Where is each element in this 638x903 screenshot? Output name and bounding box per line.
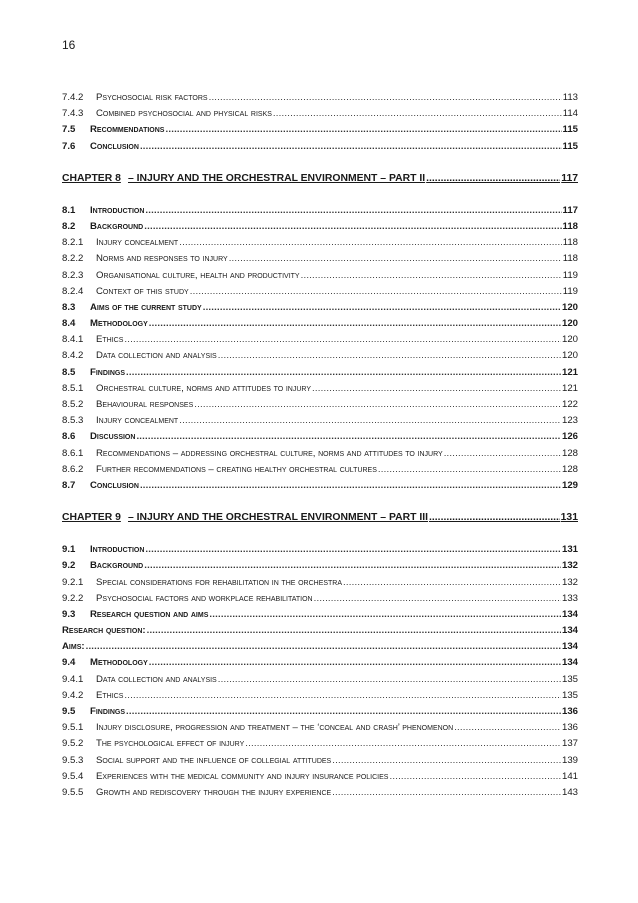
section-title: Growth and rediscovery through the injury experience [96, 786, 332, 798]
page-ref: 134 [561, 657, 578, 669]
section-number: 7.4.3 [62, 108, 84, 120]
page-ref: 135 [561, 673, 578, 685]
toc-entry[interactable] [62, 237, 578, 253]
section-number: 9.5.4 [62, 770, 84, 782]
section-number: 7.4.2 [62, 92, 84, 103]
section-title: Ethics [96, 334, 124, 346]
section-title: Experiences with the medical community and injury insurance policies [96, 770, 389, 782]
section-number: 9.5.1 [62, 722, 84, 734]
section-number: 8.1 [62, 204, 76, 216]
dot-leader [190, 286, 562, 297]
toc-entry[interactable] [62, 221, 578, 237]
section-title: Recommendations – addressing orchestral culture, norms and attitudes to injury [96, 447, 443, 459]
toc-entry[interactable] [62, 560, 578, 576]
page-ref: 132 [561, 560, 578, 572]
toc-entry[interactable] [62, 124, 578, 140]
toc-entry[interactable] [62, 399, 578, 415]
section-number: 9.2 [62, 560, 76, 572]
section-title: Discussion [90, 431, 136, 443]
section-number: 8.2.3 [62, 269, 84, 281]
section-title: Social support and the influence of collegial attitudes [96, 754, 332, 766]
toc-entry[interactable] [62, 350, 578, 366]
toc-entry[interactable] [62, 593, 578, 609]
page-ref: 115 [562, 124, 578, 136]
dot-leader [136, 431, 561, 442]
dot-leader [454, 722, 561, 733]
page-ref: 128 [561, 463, 578, 475]
toc-entry[interactable] [62, 431, 578, 447]
toc-entry[interactable] [62, 205, 578, 221]
dot-leader [149, 657, 561, 668]
page-ref: 141 [561, 770, 578, 782]
spacer [62, 157, 578, 173]
dot-leader [124, 334, 561, 345]
section-title: Further recommendations – creating healthy orchestral cultures [96, 463, 377, 475]
dot-leader [203, 302, 561, 313]
spacer [62, 496, 578, 512]
dot-leader [165, 124, 561, 135]
dot-leader [209, 609, 561, 620]
section-title: Methodology [90, 657, 148, 669]
dot-leader [429, 512, 560, 523]
section-title: Combined psychosocial and physical risks [96, 108, 272, 120]
section-title: Special considerations for rehabilitation in the orchestra [96, 576, 343, 588]
dot-leader [149, 318, 561, 329]
page-ref: 137 [561, 738, 578, 750]
dot-leader [343, 577, 561, 588]
section-number: 9.2.2 [62, 592, 84, 604]
page-ref: 120 [561, 301, 578, 313]
dot-leader [426, 173, 560, 184]
dot-leader [209, 92, 562, 103]
section-number: 9.4.2 [62, 689, 84, 701]
section-number: 9.5.3 [62, 754, 84, 766]
toc-entry[interactable] [62, 286, 578, 302]
section-title: Aims of the current study [90, 301, 202, 313]
page-ref: 126 [561, 431, 578, 443]
section-title: Findings [90, 366, 126, 378]
page-ref: 134 [561, 625, 578, 637]
toc-entry[interactable] [62, 544, 578, 560]
page-ref: 118 [562, 237, 578, 249]
page-ref: 117 [561, 172, 578, 184]
dot-leader [144, 560, 561, 571]
section-title: Methodology [90, 318, 148, 330]
page-ref: 136 [561, 722, 578, 734]
toc-entry[interactable] [62, 577, 578, 593]
section-number: 7.6 [62, 140, 76, 152]
section-number: 9.5.5 [62, 786, 84, 798]
toc-entry[interactable] [62, 318, 578, 334]
dot-leader [378, 464, 561, 475]
page-ref: 120 [561, 334, 578, 346]
section-title: Introduction [90, 544, 145, 556]
toc-entry[interactable] [62, 787, 578, 803]
section-number: 8.5 [62, 366, 76, 378]
chapter-title: – INJURY AND THE ORCHESTRAL ENVIRONMENT – PART II [128, 172, 426, 184]
dot-leader [124, 690, 561, 701]
section-number: 8.6.2 [62, 463, 84, 475]
page-ref: 123 [561, 415, 578, 427]
dot-leader [144, 221, 561, 232]
section-number: 8.5.2 [62, 399, 84, 410]
section-title: Injury disclosure, progression and treatment – the ‘conceal and crash’ phenomenon [96, 722, 454, 734]
toc-entry[interactable] [62, 609, 578, 625]
toc-entry[interactable] [62, 415, 578, 431]
page-number: 16 [62, 38, 76, 52]
section-number: 8.2.2 [62, 253, 84, 265]
toc-entry[interactable] [62, 706, 578, 722]
section-number: 8.4.2 [62, 350, 84, 362]
dot-leader [179, 237, 561, 248]
section-number: 9.1 [62, 544, 76, 556]
section-number: 8.6.1 [62, 447, 84, 459]
page-ref: 129 [561, 479, 578, 491]
dot-leader [140, 480, 561, 491]
toc-entry[interactable] [62, 625, 578, 641]
section-number: 7.5 [62, 124, 76, 136]
chapter-number: CHAPTER 9 [62, 512, 121, 524]
dot-leader [194, 399, 561, 410]
dot-leader [314, 593, 561, 604]
page-ref: 143 [561, 786, 578, 798]
section-title: Ethics [96, 689, 124, 701]
section-title: Organisational culture, health and productivity [96, 269, 300, 281]
dot-leader [245, 738, 561, 749]
section-title: Aims: [62, 641, 85, 653]
page-ref: 118 [562, 220, 578, 232]
page-ref: 134 [561, 608, 578, 620]
section-title: Introduction [90, 204, 145, 216]
section-title: Psychosocial risk factors [96, 92, 208, 103]
toc-entry[interactable] [62, 367, 578, 383]
section-title: Conclusion [90, 140, 139, 152]
toc-entry[interactable] [62, 480, 578, 496]
page-ref: 117 [562, 204, 578, 216]
chapter-heading[interactable] [62, 173, 578, 189]
dot-leader [444, 448, 561, 459]
section-title: Norms and responses to injury [96, 253, 228, 265]
page-ref: 121 [561, 366, 578, 378]
toc-entry[interactable] [62, 738, 578, 754]
spacer [62, 189, 578, 205]
dot-leader [332, 787, 561, 798]
dot-leader [332, 755, 561, 766]
dot-leader [140, 141, 562, 152]
page-ref: 120 [561, 318, 578, 330]
page-ref: 134 [561, 641, 578, 653]
section-title: Orchestral culture, norms and attitudes to injury [96, 382, 312, 394]
page-ref: 128 [561, 447, 578, 459]
section-number: 9.3 [62, 608, 76, 620]
toc-entry[interactable] [62, 657, 578, 673]
section-number: 9.5.2 [62, 738, 84, 750]
page-ref: 119 [562, 269, 578, 281]
section-title: Data collection and analysis [96, 350, 217, 362]
page-ref: 118 [562, 253, 578, 265]
section-title: Data collection and analysis [96, 673, 217, 685]
section-number: 9.2.1 [62, 576, 84, 588]
dot-leader [218, 350, 561, 361]
section-title: Conclusion [90, 479, 139, 491]
toc-entry[interactable] [62, 334, 578, 350]
dot-leader [179, 415, 561, 426]
toc-entry[interactable] [62, 92, 578, 108]
table-of-contents [62, 92, 578, 803]
section-title: Injury concealment [96, 415, 179, 427]
toc-entry[interactable] [62, 448, 578, 464]
page-ref: 113 [562, 92, 578, 103]
dot-leader [229, 253, 562, 264]
toc-entry[interactable] [62, 690, 578, 706]
dot-leader [145, 544, 561, 555]
dot-leader [145, 205, 561, 216]
dot-leader [389, 771, 561, 782]
toc-entry[interactable] [62, 270, 578, 286]
section-number: 8.5.3 [62, 415, 84, 427]
page-ref: 120 [561, 350, 578, 362]
section-number: 9.4.1 [62, 673, 84, 685]
section-title: Findings [90, 706, 126, 717]
page-ref: 131 [560, 512, 578, 524]
toc-entry[interactable] [62, 464, 578, 480]
page-ref: 136 [561, 706, 578, 717]
section-title: Psychosocial factors and workplace rehabilitation [96, 592, 313, 604]
page-ref: 122 [561, 399, 578, 410]
section-title: Background [90, 220, 144, 232]
section-title: Injury concealment [96, 237, 179, 249]
dot-leader [273, 108, 562, 119]
toc-entry[interactable] [62, 141, 578, 157]
section-number: 8.2.4 [62, 285, 84, 297]
toc-entry[interactable] [62, 641, 578, 657]
section-number: 8.4 [62, 318, 76, 330]
toc-entry[interactable] [62, 302, 578, 318]
toc-entry[interactable] [62, 755, 578, 771]
dot-leader [126, 706, 561, 717]
section-number: 8.5.1 [62, 382, 84, 394]
section-number: 8.2 [62, 220, 76, 232]
section-title: The psychological effect of injury [96, 738, 245, 750]
chapter-title: – INJURY AND THE ORCHESTRAL ENVIRONMENT – PART III [128, 512, 429, 524]
section-title: Background [90, 560, 144, 572]
section-number: 8.4.1 [62, 334, 84, 346]
dot-leader [86, 641, 561, 652]
section-title: Research question and aims [90, 608, 209, 620]
page-ref: 132 [561, 576, 578, 588]
section-title: Context of this study [96, 285, 189, 297]
page-ref: 115 [562, 140, 578, 152]
section-number: 8.3 [62, 301, 76, 313]
page-ref: 131 [561, 544, 578, 556]
chapter-heading[interactable] [62, 512, 578, 528]
toc-entry[interactable] [62, 722, 578, 738]
toc-entry[interactable] [62, 771, 578, 787]
spacer [62, 528, 578, 544]
page-ref: 119 [562, 285, 578, 297]
page-ref: 114 [562, 108, 578, 120]
dot-leader [312, 383, 561, 394]
dot-leader [301, 270, 562, 281]
section-number: 9.5 [62, 706, 76, 717]
section-number: 9.4 [62, 657, 76, 669]
dot-leader [147, 625, 561, 636]
toc-entry[interactable] [62, 108, 578, 124]
page-ref: 139 [561, 754, 578, 766]
section-number: 8.6 [62, 431, 76, 443]
section-title: Behavioural responses [96, 399, 194, 410]
section-number: 8.7 [62, 479, 76, 491]
chapter-number: CHAPTER 8 [62, 172, 121, 184]
page-ref: 133 [561, 592, 578, 604]
toc-entry[interactable] [62, 674, 578, 690]
dot-leader [126, 367, 561, 378]
section-number: 8.2.1 [62, 237, 84, 249]
section-title: Recommendations [90, 124, 165, 136]
page-ref: 135 [561, 689, 578, 701]
page-ref: 121 [561, 382, 578, 394]
section-title: Research question: [62, 625, 146, 637]
toc-entry[interactable] [62, 253, 578, 269]
toc-entry[interactable] [62, 383, 578, 399]
dot-leader [218, 674, 561, 685]
